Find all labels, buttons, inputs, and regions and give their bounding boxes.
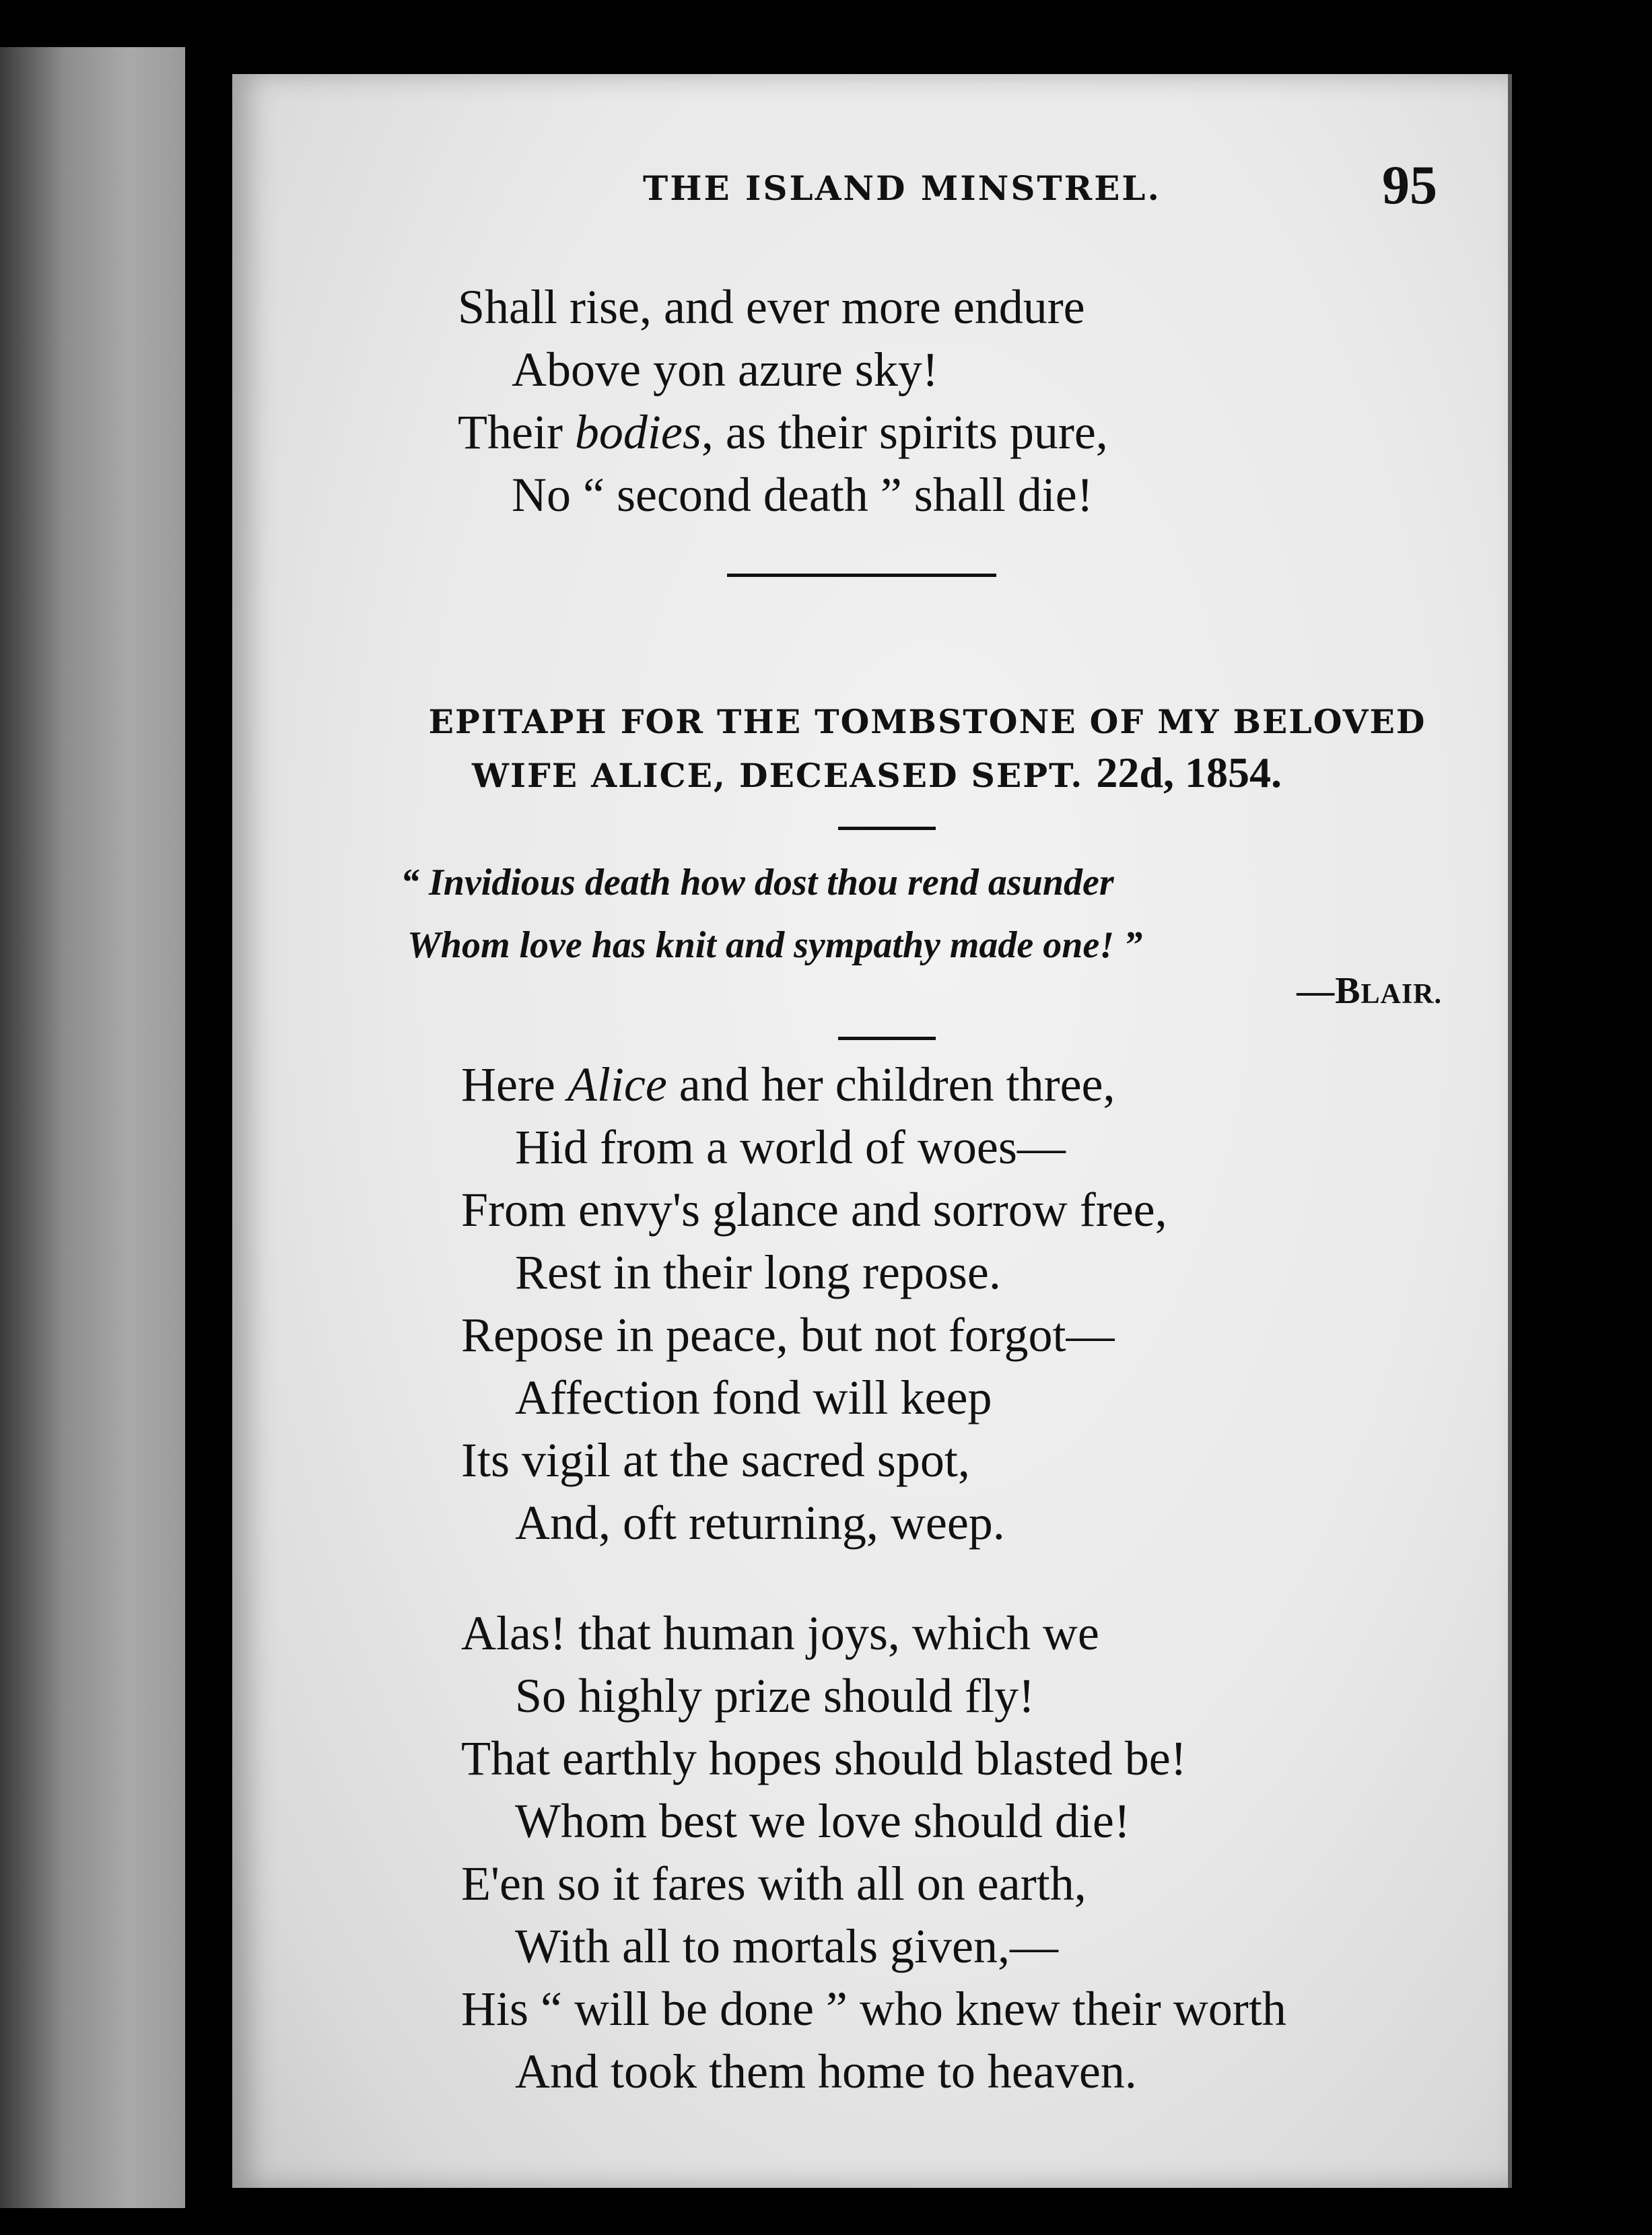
facing-page-edge bbox=[0, 47, 185, 2208]
verse-line: And took them home to heaven. bbox=[515, 2044, 1137, 2098]
epigraph-attribution bbox=[1297, 969, 1442, 1012]
verse-line: Repose in peace, but not forgot— bbox=[461, 1308, 1115, 1362]
attribution-initial: —B bbox=[1297, 970, 1361, 1012]
verse-line: With all to mortals given,— bbox=[515, 1919, 1058, 1973]
attribution-smallcaps: LAIR. bbox=[1361, 979, 1442, 1010]
binding-gutter bbox=[185, 0, 232, 2235]
epigraph-line: “ Invidious death how dost thou rend asunder bbox=[401, 862, 1114, 903]
book-page bbox=[232, 74, 1512, 2188]
verse-line: Affection fond will keep bbox=[515, 1371, 992, 1424]
verse-line: No “ second death ” shall die! bbox=[512, 468, 1093, 522]
stanza bbox=[461, 1602, 1286, 2103]
verse-line: So highly prize should fly! bbox=[515, 1669, 1035, 1723]
verse-line: That earthly hopes should blasted be! bbox=[461, 1731, 1187, 1785]
verse-line: Shall rise, and ever more endure bbox=[458, 280, 1085, 334]
verse-line: And, oft returning, weep. bbox=[515, 1496, 1005, 1550]
stanza-continuation bbox=[458, 276, 1108, 526]
heading-line-text: WIFE ALICE, DECEASED SEPT. bbox=[472, 756, 1084, 795]
emphasis: bodies bbox=[574, 405, 701, 459]
emphasis: Alice bbox=[567, 1058, 667, 1111]
heading-date: 22d, 1854. bbox=[1096, 749, 1282, 796]
verse-line: Alas! that human joys, which we bbox=[461, 1606, 1099, 1660]
heading-line: EPITAPH FOR THE TOMBSTONE OF MY BELOVED bbox=[428, 702, 1426, 741]
verse-line: Here Alice and her children three, bbox=[461, 1058, 1115, 1111]
verse-line: Its vigil at the sacred spot, bbox=[461, 1433, 970, 1487]
verse-line: Hid from a world of woes— bbox=[515, 1120, 1066, 1174]
running-head bbox=[232, 148, 1508, 215]
section-divider-rule bbox=[727, 574, 996, 577]
page-number: 95 bbox=[1382, 154, 1437, 215]
epigraph-line: Whom love has knit and sympathy made one! ” bbox=[407, 924, 1143, 966]
verse-line: Above yon azure sky! bbox=[512, 343, 938, 397]
poem-heading bbox=[232, 697, 1508, 801]
verse-line: Their bodies, as their spirits pure, bbox=[458, 405, 1108, 459]
stanza bbox=[461, 1054, 1167, 1554]
heading-line bbox=[232, 747, 1508, 801]
verse-line: His “ will be done ” who knew their worth bbox=[461, 1982, 1286, 2036]
epigraph bbox=[401, 852, 1142, 977]
verse-line: Rest in their long repose. bbox=[515, 1245, 1001, 1299]
short-rule bbox=[838, 827, 936, 830]
verse-line: E'en so it fares with all on earth, bbox=[461, 1857, 1087, 1911]
running-title: THE ISLAND MINSTREL. bbox=[643, 168, 1161, 208]
verse-line: From envy's glance and sorrow free, bbox=[461, 1183, 1167, 1237]
verse-line: Whom best we love should die! bbox=[515, 1794, 1130, 1848]
short-rule bbox=[838, 1037, 936, 1040]
